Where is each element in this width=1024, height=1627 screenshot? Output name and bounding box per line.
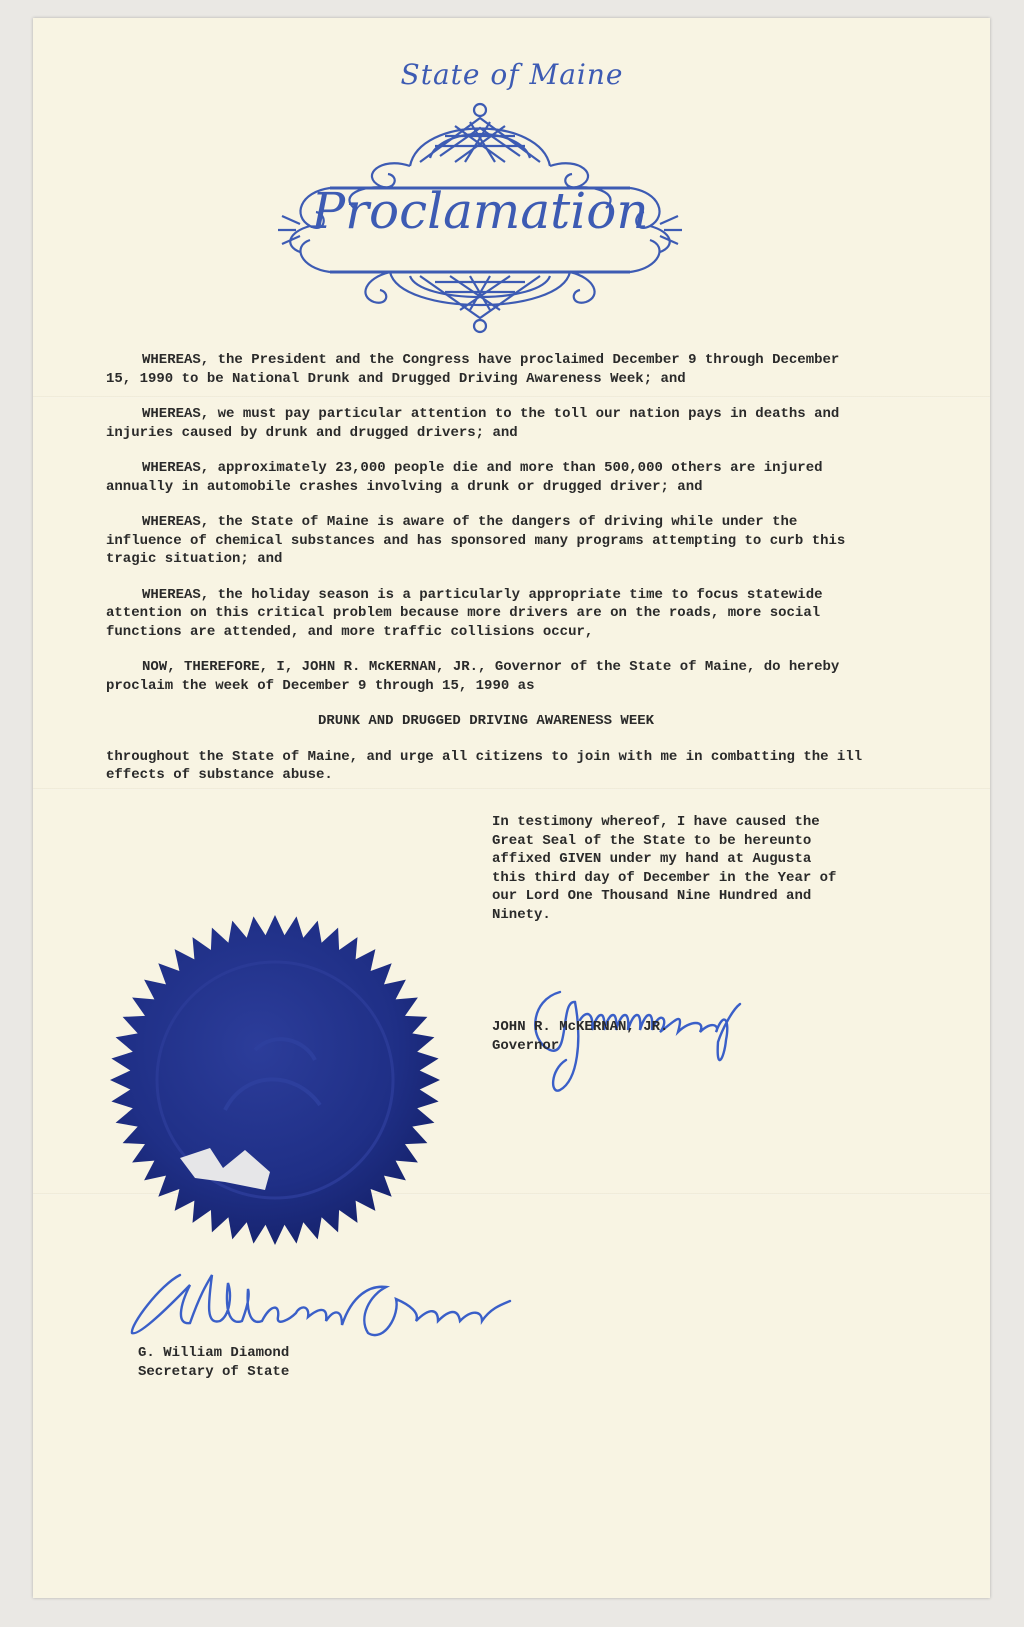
closing-paragraph: throughout the State of Maine, and urge all citizens to join with me in combatting the ill effects of substance abuse. [106,748,863,783]
secretary-name: G. William Diamond [138,1345,290,1361]
secretary-signature-icon [120,1255,540,1345]
testimony-paragraph: In testimony whereof, I have caused the Great Seal of the State to be hereunto affixed GIVEN under my hand at Augusta this third day of December in the Year of our Lord One Thousand Nine Hundred and Ninety. [492,814,837,923]
whereas-paragraph: WHEREAS, approximately 23,000 people die and more than 500,000 others are injured annually in automobile crashes involving a drunk or drugged driver; and [106,460,823,495]
whereas-paragraph: WHEREAS, the State of Maine is aware of the dangers of driving while under the influence of chemical substances and has sponsored many programs attempting to curb this tragic situation; and [106,514,846,567]
whereas-paragraph: WHEREAS, we must pay particular attention to the toll our nation pays in deaths and injuries caused by drunk and drugged drivers; and [106,406,840,441]
state-title: State of Maine [400,58,624,91]
great-seal-icon [105,910,445,1250]
governor-name: JOHN R. McKERNAN, JR. [492,1019,669,1035]
whereas-paragraph: WHEREAS, the President and the Congress have proclaimed December 9 through December 15, 1990 to be National Drunk and Drugged Driving Awareness Week; and [106,352,840,387]
secretary-title: Secretary of State [138,1363,290,1380]
governor-block [492,1018,668,1055]
secretary-block [138,1344,289,1381]
proclamation-title: Proclamation [311,182,649,240]
proclamation-crest [270,96,690,336]
fold-line [33,788,990,790]
whereas-paragraph: WHEREAS, the holiday season is a particularly appropriate time to focus statewide attention on this critical problem because more drivers are on the roads, more social functions are attended, and more traffic collisions occur, [106,586,823,640]
governor-title: Governor [492,1037,560,1054]
proclaimed-week-heading: DRUNK AND DRUGGED DRIVING AWARENESS WEEK [317,713,655,729]
now-therefore-paragraph: NOW, THEREFORE, I, JOHN R. McKERNAN, JR., Governor of the State of Maine, do hereby proclaim the week of December 9 through 15, 1990 as [106,659,840,694]
proclamation-body [106,351,866,785]
